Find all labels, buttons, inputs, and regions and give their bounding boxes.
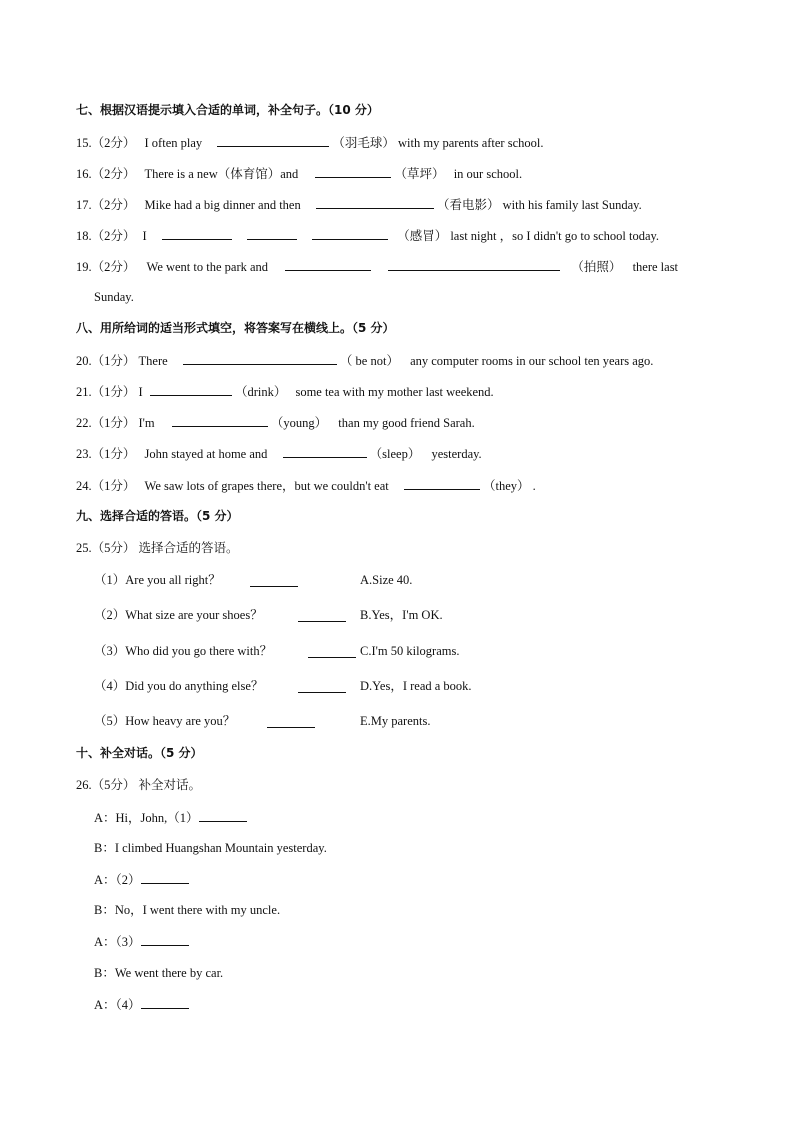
question-number: 19.（2分） <box>76 260 136 274</box>
question-number: 15.（2分） <box>76 136 136 150</box>
speaker-label: B： <box>94 903 115 917</box>
question-text: John stayed at home and <box>144 447 268 461</box>
question-number: 20.（1分） <box>76 354 136 368</box>
dialogue-line <box>94 902 280 918</box>
answer-blank[interactable] <box>183 352 337 365</box>
question-text: There <box>138 354 168 368</box>
answer-blank[interactable] <box>150 383 232 396</box>
answer-blank[interactable] <box>308 645 356 658</box>
question-23 <box>76 445 482 462</box>
dialogue-line <box>94 933 189 950</box>
answer-blank[interactable] <box>141 871 189 884</box>
question-26-stem <box>76 777 201 793</box>
section-7-title: 七、根据汉语提示填入合适的单词，补全句子。（10 分） <box>76 103 379 117</box>
matching-question: （5）How heavy are you？ <box>94 714 236 728</box>
dialogue-line <box>94 809 247 826</box>
answer-blank[interactable] <box>199 809 247 822</box>
question-text: some tea with my mother last weekend. <box>295 385 494 399</box>
answer-blank[interactable] <box>141 933 189 946</box>
answer-blank[interactable] <box>172 414 268 427</box>
answer-blank[interactable] <box>312 227 388 240</box>
question-18 <box>76 227 659 244</box>
answer-blank[interactable] <box>298 609 346 622</box>
speaker-label: A： <box>94 811 116 825</box>
question-number: 16.（2分） <box>76 167 136 181</box>
answer-blank[interactable] <box>247 227 297 240</box>
question-24 <box>76 477 536 494</box>
question-15 <box>76 134 543 151</box>
chinese-hint: （拍照） <box>571 260 622 274</box>
answer-blank[interactable] <box>217 134 329 147</box>
question-number: 21.（1分） <box>76 385 136 399</box>
question-21 <box>76 383 494 400</box>
dialogue-line <box>94 965 223 981</box>
question-text: in our school. <box>453 167 523 181</box>
chinese-hint: （草坪） <box>394 167 445 181</box>
chinese-hint: （感冒） <box>397 229 448 243</box>
question-text: there last <box>632 260 679 274</box>
speaker-label: A： <box>94 935 116 949</box>
matching-question: （1）Are you all right？ <box>94 573 221 587</box>
speaker-label: B： <box>94 966 115 980</box>
section-10-title: 十、补全对话。（5 分） <box>76 746 203 760</box>
question-text: There is a new（体育馆）and <box>144 167 299 181</box>
dialogue-text: No，I went there with my uncle. <box>114 903 281 917</box>
question-19-continuation: Sunday. <box>94 290 134 304</box>
chinese-hint: （羽毛球） <box>332 136 395 150</box>
section-9-title: 九、选择合适的答语。（5 分） <box>76 509 239 523</box>
question-17 <box>76 196 642 213</box>
question-16 <box>76 165 522 182</box>
question-number: 23.（1分） <box>76 447 136 461</box>
question-number: 18.（2分） <box>76 229 136 243</box>
question-text: yesterday. <box>431 447 482 461</box>
dialogue-text: We went there by car. <box>114 966 224 980</box>
answer-blank[interactable] <box>388 258 560 271</box>
question-text: We went to the park and <box>146 260 269 274</box>
question-text: . <box>532 479 536 493</box>
word-hint: （drink） <box>234 385 287 399</box>
question-number: 22.（1分） <box>76 416 136 430</box>
word-hint: （they） <box>483 479 530 493</box>
question-19 <box>76 258 678 275</box>
question-text: I <box>138 385 143 399</box>
word-hint: （young） <box>270 416 328 430</box>
dialogue-text: （3） <box>115 935 141 949</box>
answer-option: C.I'm 50 kilograms. <box>360 644 460 658</box>
matching-question: （2）What size are your shoes？ <box>94 608 263 622</box>
speaker-label: B： <box>94 841 115 855</box>
answer-option: D.Yes，I read a book. <box>360 679 472 693</box>
answer-option: A.Size 40. <box>360 573 413 587</box>
question-text: 补全对话。 <box>138 778 202 792</box>
answer-option: E.My parents. <box>360 714 431 728</box>
question-number: 24.（1分） <box>76 479 136 493</box>
matching-question: （3）Who did you go there with？ <box>94 644 273 658</box>
answer-blank[interactable] <box>141 996 189 1009</box>
speaker-label: A： <box>94 873 116 887</box>
answer-blank[interactable] <box>250 574 298 587</box>
answer-blank[interactable] <box>283 445 367 458</box>
word-hint: （ be not） <box>339 354 399 368</box>
dialogue-text: （2） <box>115 873 141 887</box>
question-text: than my good friend Sarah. <box>338 416 475 430</box>
question-text: I <box>142 229 147 243</box>
answer-blank[interactable] <box>404 477 480 490</box>
question-20 <box>76 352 653 369</box>
section-8-title: 八、用所给词的适当形式填空，将答案写在横线上。（5 分） <box>76 321 395 335</box>
question-text: with my parents after school. <box>398 136 544 150</box>
answer-blank[interactable] <box>162 227 232 240</box>
question-text: I often play <box>144 136 203 150</box>
question-text: with his family last Sunday. <box>502 198 642 212</box>
speaker-label: A： <box>94 998 116 1012</box>
answer-blank[interactable] <box>298 680 346 693</box>
chinese-hint: （看电影） <box>436 198 500 212</box>
dialogue-line <box>94 996 189 1013</box>
answer-blank[interactable] <box>315 165 391 178</box>
question-text: 选择合适的答语。 <box>138 541 239 555</box>
dialogue-line <box>94 871 189 888</box>
question-text: any computer rooms in our school ten years ago. <box>410 354 654 368</box>
dialogue-line <box>94 840 327 856</box>
question-25-stem <box>76 540 239 556</box>
answer-blank[interactable] <box>285 258 371 271</box>
dialogue-text: （4） <box>115 998 141 1012</box>
question-text: Mike had a big dinner and then <box>144 198 301 212</box>
question-text: We saw lots of grapes there，but we couldn't eat <box>144 479 389 493</box>
question-text: last night ，so I didn't go to school today. <box>450 229 660 243</box>
dialogue-text: I climbed Huangshan Mountain yesterday. <box>114 841 327 855</box>
word-hint: （sleep） <box>369 447 421 461</box>
question-text: I'm <box>138 416 155 430</box>
question-22 <box>76 414 475 431</box>
matching-question: （4）Did you do anything else？ <box>94 679 264 693</box>
dialogue-text: Hi，John,（1） <box>115 811 199 825</box>
answer-blank[interactable] <box>267 715 315 728</box>
answer-blank[interactable] <box>316 196 434 209</box>
question-number: 17.（2分） <box>76 198 136 212</box>
answer-option: B.Yes，I'm OK. <box>360 608 443 622</box>
question-number: 26.（5分） <box>76 778 136 792</box>
question-number: 25.（5分） <box>76 541 136 555</box>
